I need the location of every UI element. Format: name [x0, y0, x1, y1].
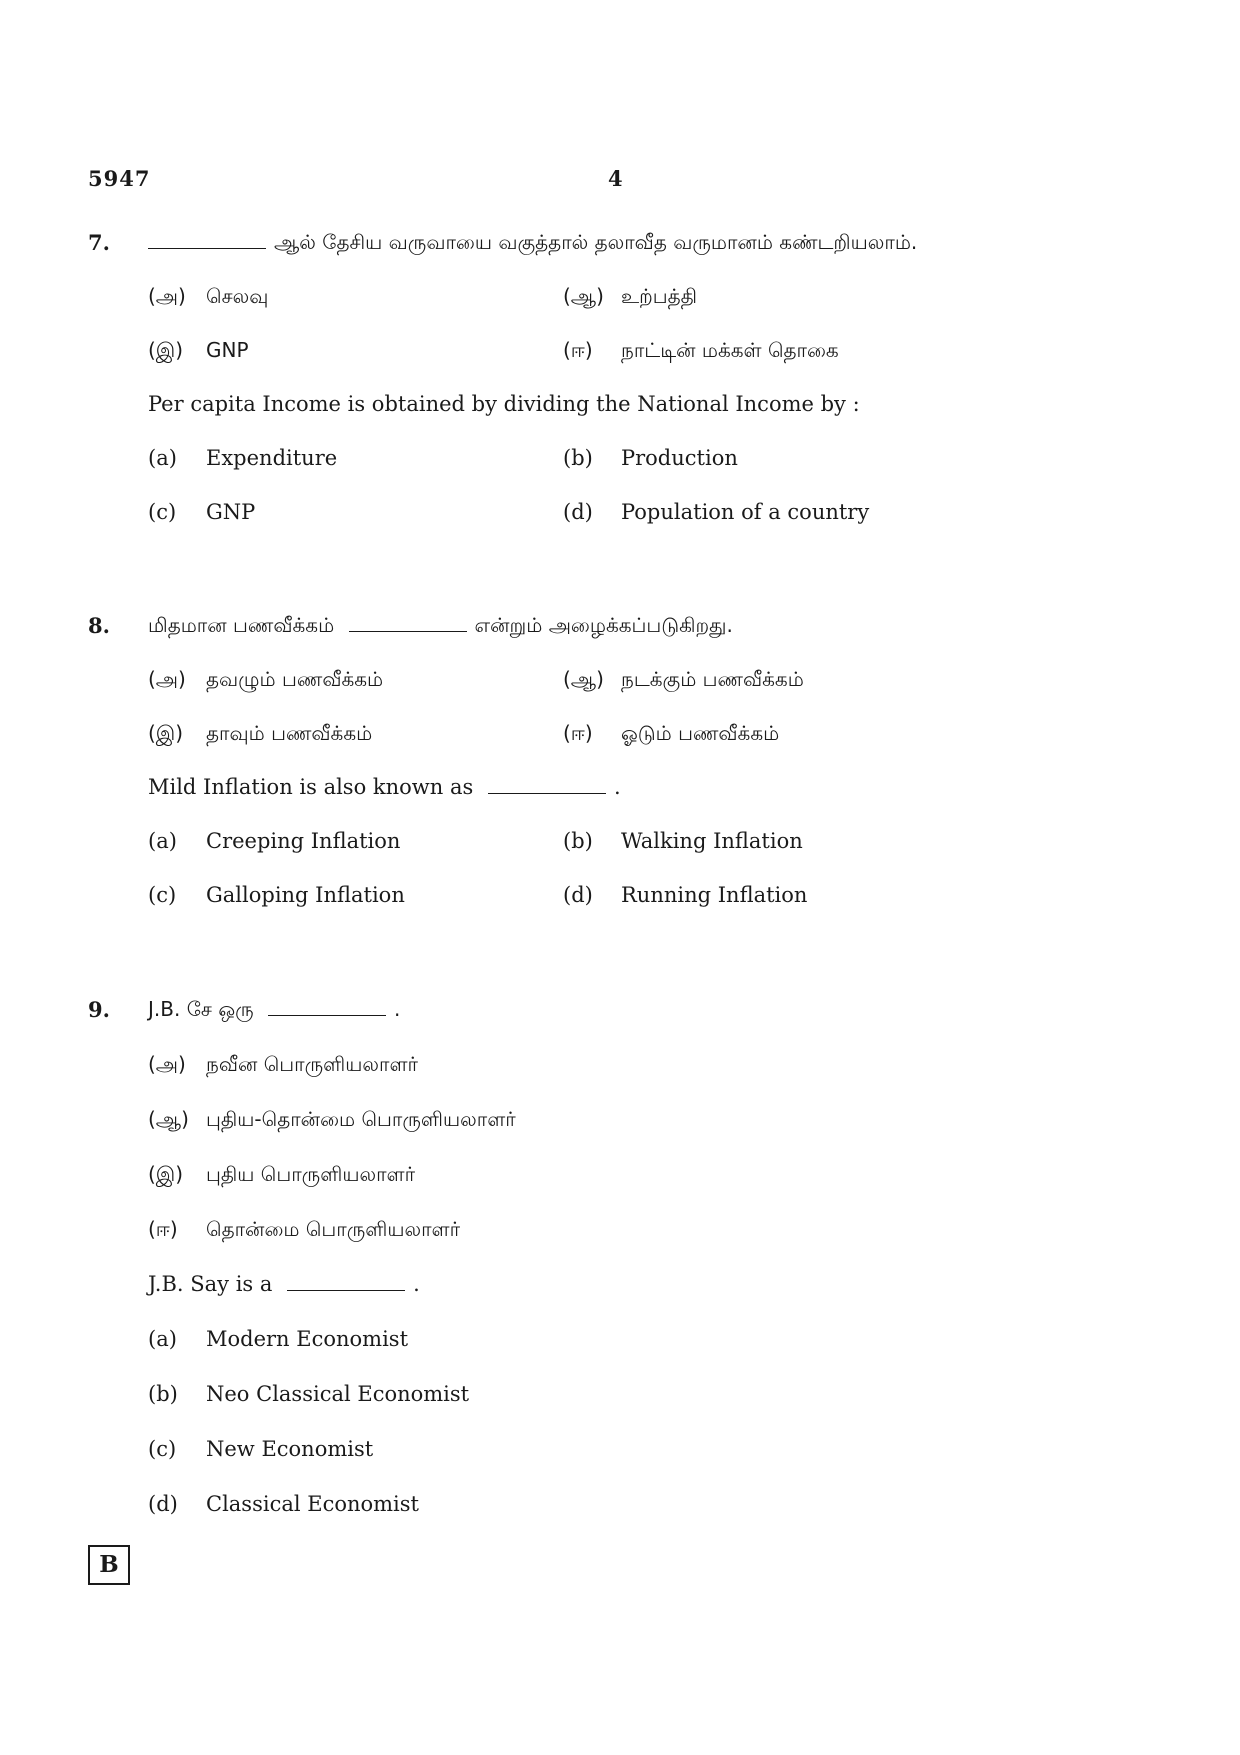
- question-stem-english: Mild Inflation is also known as .: [148, 775, 621, 799]
- option-tamil-4: (ஈ) தொன்மை பொருளியலாளர்: [148, 1217, 461, 1241]
- question-stem-tamil: ஆல் தேசிய வருவாயை வகுத்தால் தலாவீத வருமானம் கண்டறியலாம்.: [148, 230, 917, 257]
- option-tamil-1: (அ) செலவு: [148, 284, 269, 308]
- question-stem-english: J.B. Say is a .: [148, 1272, 420, 1296]
- question-number: 7.: [88, 230, 110, 255]
- option-tamil-2: (ஆ) புதிய-தொன்மை பொருளியலாளர்: [148, 1107, 516, 1131]
- option-tamil-3: (இ) புதிய பொருளியலாளர்: [148, 1162, 416, 1186]
- option-c: (c) Galloping Inflation: [148, 883, 405, 907]
- option-d: (d) Classical Economist: [148, 1492, 419, 1516]
- option-b: (b) Production: [563, 446, 738, 470]
- page-header: [88, 166, 1188, 196]
- option-b: (b) Neo Classical Economist: [148, 1382, 470, 1406]
- option-tamil-4: (ஈ) நாட்டின் மக்கள் தொகை: [563, 338, 839, 362]
- answer-blank: [148, 230, 266, 249]
- question-number: 9.: [88, 997, 110, 1022]
- question-stem-tamil: J.B. சே ஒரு .: [148, 997, 401, 1021]
- option-c: (c) GNP: [148, 500, 256, 524]
- option-tamil-1: (அ) நவீன பொருளியலாளர்: [148, 1052, 418, 1076]
- option-a: (a) Creeping Inflation: [148, 829, 401, 853]
- option-b: (b) Walking Inflation: [563, 829, 803, 853]
- option-tamil-3: (இ) தாவும் பணவீக்கம்: [148, 721, 373, 745]
- option-a: (a) Expenditure: [148, 446, 338, 470]
- option-tamil-2: (ஆ) உற்பத்தி: [563, 284, 698, 308]
- page-number: 4: [608, 166, 623, 191]
- option-d: (d) Running Inflation: [563, 883, 808, 907]
- answer-blank: [488, 775, 606, 794]
- question-stem-english: Per capita Income is obtained by dividing the National Income by :: [148, 392, 860, 416]
- option-a: (a) Modern Economist: [148, 1327, 409, 1351]
- answer-blank: [268, 997, 386, 1016]
- option-tamil-1: (அ) தவழும் பணவீக்கம்: [148, 667, 384, 691]
- question-number: 8.: [88, 613, 110, 638]
- answer-blank: [287, 1272, 405, 1291]
- option-tamil-4: (ஈ) ஓடும் பணவீக்கம்: [563, 721, 780, 745]
- option-c: (c) New Economist: [148, 1437, 374, 1461]
- option-tamil-2: (ஆ) நடக்கும் பணவீக்கம்: [563, 667, 804, 691]
- question-stem-tamil: மிதமான பணவீக்கம் என்றும் அழைக்கப்படுகிறது.: [148, 613, 733, 637]
- version-stamp: B: [88, 1545, 130, 1585]
- option-tamil-3: (இ) GNP: [148, 338, 249, 362]
- paper-code: 5947: [88, 166, 151, 191]
- answer-blank: [349, 613, 467, 632]
- option-d: (d) Population of a country: [563, 500, 870, 524]
